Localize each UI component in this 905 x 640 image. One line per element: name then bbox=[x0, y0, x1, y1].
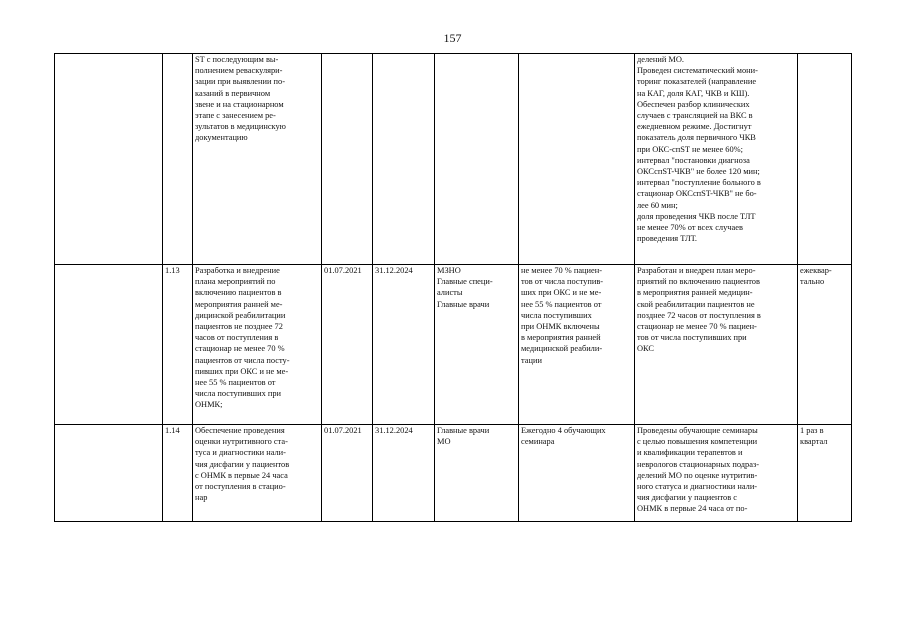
responsible-cell: Главные врачи МО bbox=[435, 425, 519, 522]
responsible-cell: МЗНО Главные специ- алисты Главные врачи bbox=[435, 265, 519, 425]
frequency-cell: 1 раз в квартал bbox=[798, 425, 852, 522]
frequency-cell: ежеквар- тально bbox=[798, 265, 852, 425]
table-row bbox=[55, 54, 852, 265]
result-cell: делений МО. Проведен систематический мони- торинг показателей (направление на КАГ, доля КАГ, ЧКВ и КШ). Обеспечен разбор клинических случаев с трансляцией на ВКС в ежедневном режиме. Достигнут показатель доля первичного ЧКВ при ОКС-спST не менее 60%; интервал "постановки диагноза ОКСспST-ЧКВ" не более 120 мин; интервал "поступление больного в стационар ОКСспST-ЧКВ" не бо- лее 60 мин; доля проведения ЧКВ после ТЛТ не менее 70% от всех случаев проведения ТЛТ. bbox=[635, 54, 798, 265]
measure-cell: Обеспечение проведения оценки нутритивного ста- туса и диагностики нали- чия дисфагии у пациентов с ОНМК в первые 24 часа от поступления в стацио- нар bbox=[193, 425, 322, 522]
indicator-cell: не менее 70 % пациен- тов от числа поступив- ших при ОКС и не ме- нее 55 % пациентов от числа поступивших при ОНМК включены в мероприятия ранней медицинской реабили- тации bbox=[519, 265, 635, 425]
end-date-cell bbox=[373, 54, 435, 265]
measure-cell: ST с последующим вы- полнением реваскуляри- зации при выявлении по- казаний в первичном звене и на стационарном этапе с занесением ре- зультатов в медицинскую документацию bbox=[193, 54, 322, 265]
blank-margin-cell bbox=[55, 265, 163, 425]
start-date-cell bbox=[322, 54, 373, 265]
start-date-cell: 01.07.2021 bbox=[322, 425, 373, 522]
blank-margin-cell bbox=[55, 425, 163, 522]
measures-table bbox=[54, 53, 852, 522]
row-number-cell: 1.14 bbox=[163, 425, 193, 522]
start-date-cell: 01.07.2021 bbox=[322, 265, 373, 425]
result-cell: Проведены обучающие семинары с целью повышения компетенции и квалификации терапевтов и неврологов стационарных подраз- делений МО по оценке нутритив- ного статуса и диагностики нали- чия дисфагии у пациентов с ОНМК в первые 24 часа от по- bbox=[635, 425, 798, 522]
result-cell: Разработан и внедрен план меро- приятий по включению пациентов в мероприятия ранней медицин- ской реабилитации пациентов не позднее 72 часов от поступления в стационар не менее 70 % пациен- тов от числа поступивших при ОКС bbox=[635, 265, 798, 425]
row-number-cell: 1.13 bbox=[163, 265, 193, 425]
table-row bbox=[55, 265, 852, 425]
page-number: 157 bbox=[443, 31, 462, 45]
indicator-cell: Ежегодно 4 обучающих семинара bbox=[519, 425, 635, 522]
end-date-cell: 31.12.2024 bbox=[373, 265, 435, 425]
end-date-cell: 31.12.2024 bbox=[373, 425, 435, 522]
blank-margin-cell bbox=[55, 54, 163, 265]
measure-cell: Разработка и внедрение плана мероприятий по включению пациентов в мероприятия ранней ме- дицинской реабилитации пациентов не позднее 72 часов от поступления в стационар не менее 70 % пациентов от числа посту- пивших при ОКС и не ме- нее 55 % пациентов от числа поступивших при ОНМК; bbox=[193, 265, 322, 425]
indicator-cell bbox=[519, 54, 635, 265]
table-row bbox=[55, 425, 852, 522]
responsible-cell bbox=[435, 54, 519, 265]
frequency-cell bbox=[798, 54, 852, 265]
row-number-cell bbox=[163, 54, 193, 265]
